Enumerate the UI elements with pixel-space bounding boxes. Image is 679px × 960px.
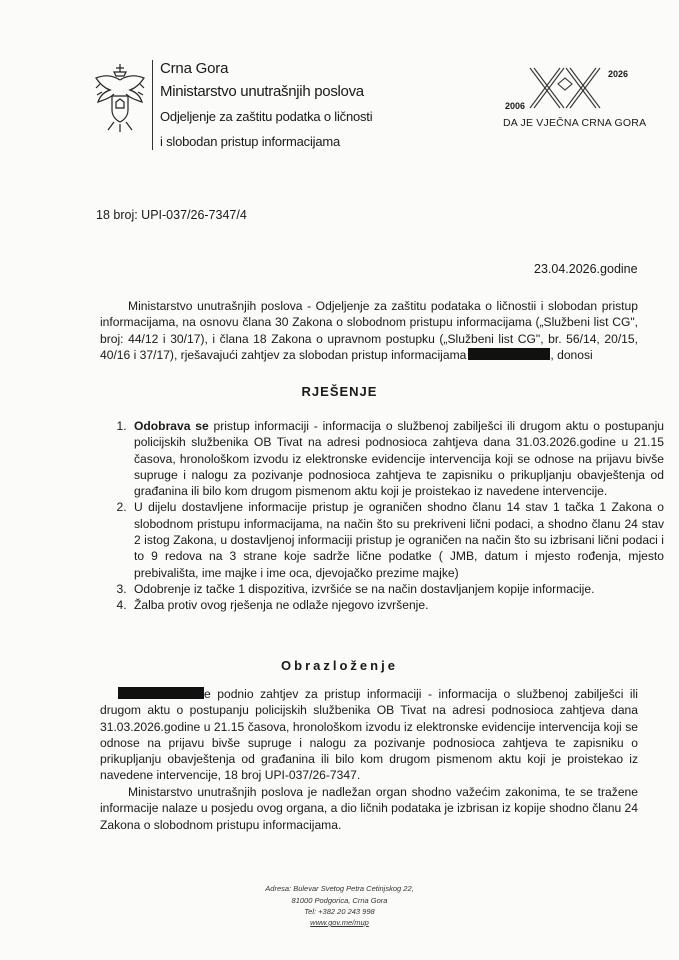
reasoning-paragraph-1 xyxy=(100,686,638,784)
heading-rjesenje: RJEŠENJE xyxy=(301,384,378,399)
item-text: Žalba protiv ovog rješenja ne odlaže njegovo izvršenje. xyxy=(134,598,429,613)
footer-city: 81000 Podgorica, Crna Gora xyxy=(291,896,388,905)
reasoning-paragraph-2: Ministarstvo unutrašnjih poslova je nadležan organ shodno važećim zakonima, te se tražene informacije nalaze u posjedu ovog organa, a dio ličnih podataka je izbrisan iz kopije shodno članu 24 Zakona o slobodnom pristupu informacijama. xyxy=(100,785,638,832)
list-item xyxy=(130,418,664,499)
header-country: Crna Gora xyxy=(160,60,229,77)
reasoning-text-1: e podnio zahtjev za pristup informaciji - informacija o službenoj zabilješci ili drugom aktu o postupanju policijskih službenika OB Tivat na adresi podnosioca zahtjeva dana 31.03.2026.godine u 21.15 časova, hronološkom izvodu iz elektronske evidencije intervencija koji se odnose na prijavu bivše supruge i nalogu za pozivanje podnosioca zahtjeva te zapisniku o prikupljanju obavještenja od građanina ili bilo kom drugom pismenom aktu koji je proistekao iz navedene intervencije, 18 broj UPI-037/26-7347. xyxy=(100,687,638,783)
decision-list xyxy=(104,418,664,614)
header-ministry: Ministarstvo unutrašnjih poslova xyxy=(160,83,364,100)
logo-motto: DA JE VJEČNA CRNA GORA xyxy=(503,117,647,129)
logo-year-right: 2026 xyxy=(608,69,629,79)
item-text: U dijelu dostavljene informacije pristup je ograničen shodno članu 14 stav 1 tačka 1 Zakona o slobodnom pristupu informacijama, na način što su prekriveni lični podaci, a shodno članu 24 stav 2 istog Zakona, u dostavljenoj informaciji pristup je ograničen na način što su izbrisani lični podaci i to 9 redova na 3 strane koje sadrže lične podatke ( JMB, datum i mjesto rođenja, mjesto prebivališta, ime majke i ime oca, djevojačko prezime majke) xyxy=(134,500,664,580)
heading-obrazlozenje: Obrazloženje xyxy=(281,658,398,673)
item-text: pristup informaciji - informacija o službenoj zabilješci ili drugom aktu o postupanju policijskih službenika OB Tivat na adresi podnosioca zahtjeva dana 31.03.2026.godine u 21.15 časova, hronološkom izvodu iz elektronske evidencije intervencija koji se odnose na prijavu bivše supruge i nalogu za pozivanje podnosioca zahtjeva te zapisniku o prikupljanju obavještenja od građanina ili bilo kom drugom pismenom aktu koji je proistekao iz navedene intervencije. xyxy=(134,419,664,499)
item-bold-lead: Odobrava se xyxy=(134,419,209,433)
reference-number: 18 broj: UPI-037/26-7347/4 xyxy=(96,208,247,222)
header-department: Odjeljenje za zaštitu podatka o ličnosti xyxy=(160,109,373,124)
document-date: 23.04.2026.godine xyxy=(534,262,638,276)
list-item xyxy=(130,581,664,597)
intro-text-end: , donosi xyxy=(550,347,593,362)
intro-text: Ministarstvo unutrašnjih poslova - Odjeljenje za zaštitu podataka o ličnostii i slobodan pristup informacijama, na osnovu člana 30 Zakona o slobodnom pristupu informacijama („Službeni list CG", broj: 44/12 i 30/17), i člana 18 Zakona o upravnom postupku („Službeni list CG", br. 56/14, 20/15, 40/16 i 37/17), rješavajući zahtjev za slobodan pristup informacijama xyxy=(100,299,638,362)
header-divider xyxy=(152,60,153,150)
logo-year-left: 2006 xyxy=(505,101,526,111)
list-item xyxy=(130,597,664,613)
list-item xyxy=(130,499,664,580)
coat-of-arms-icon xyxy=(92,62,148,134)
item-text: Odobrenje iz tačke 1 dispozitiva, izvršiće se na način dostavljanjem kopije informacije. xyxy=(134,581,595,596)
redaction-block xyxy=(118,687,204,699)
footer-address: Adresa: Bulevar Svetog Petra Cetinjskog 22, xyxy=(265,884,414,893)
redaction-block xyxy=(468,348,550,360)
footer-website-link[interactable]: www.gov.me/mup xyxy=(310,918,369,927)
intro-paragraph xyxy=(100,298,638,363)
footer-phone: Tel: +382 20 243 998 xyxy=(304,907,375,916)
header-department-cont: i slobodan pristup informacijama xyxy=(160,134,341,149)
